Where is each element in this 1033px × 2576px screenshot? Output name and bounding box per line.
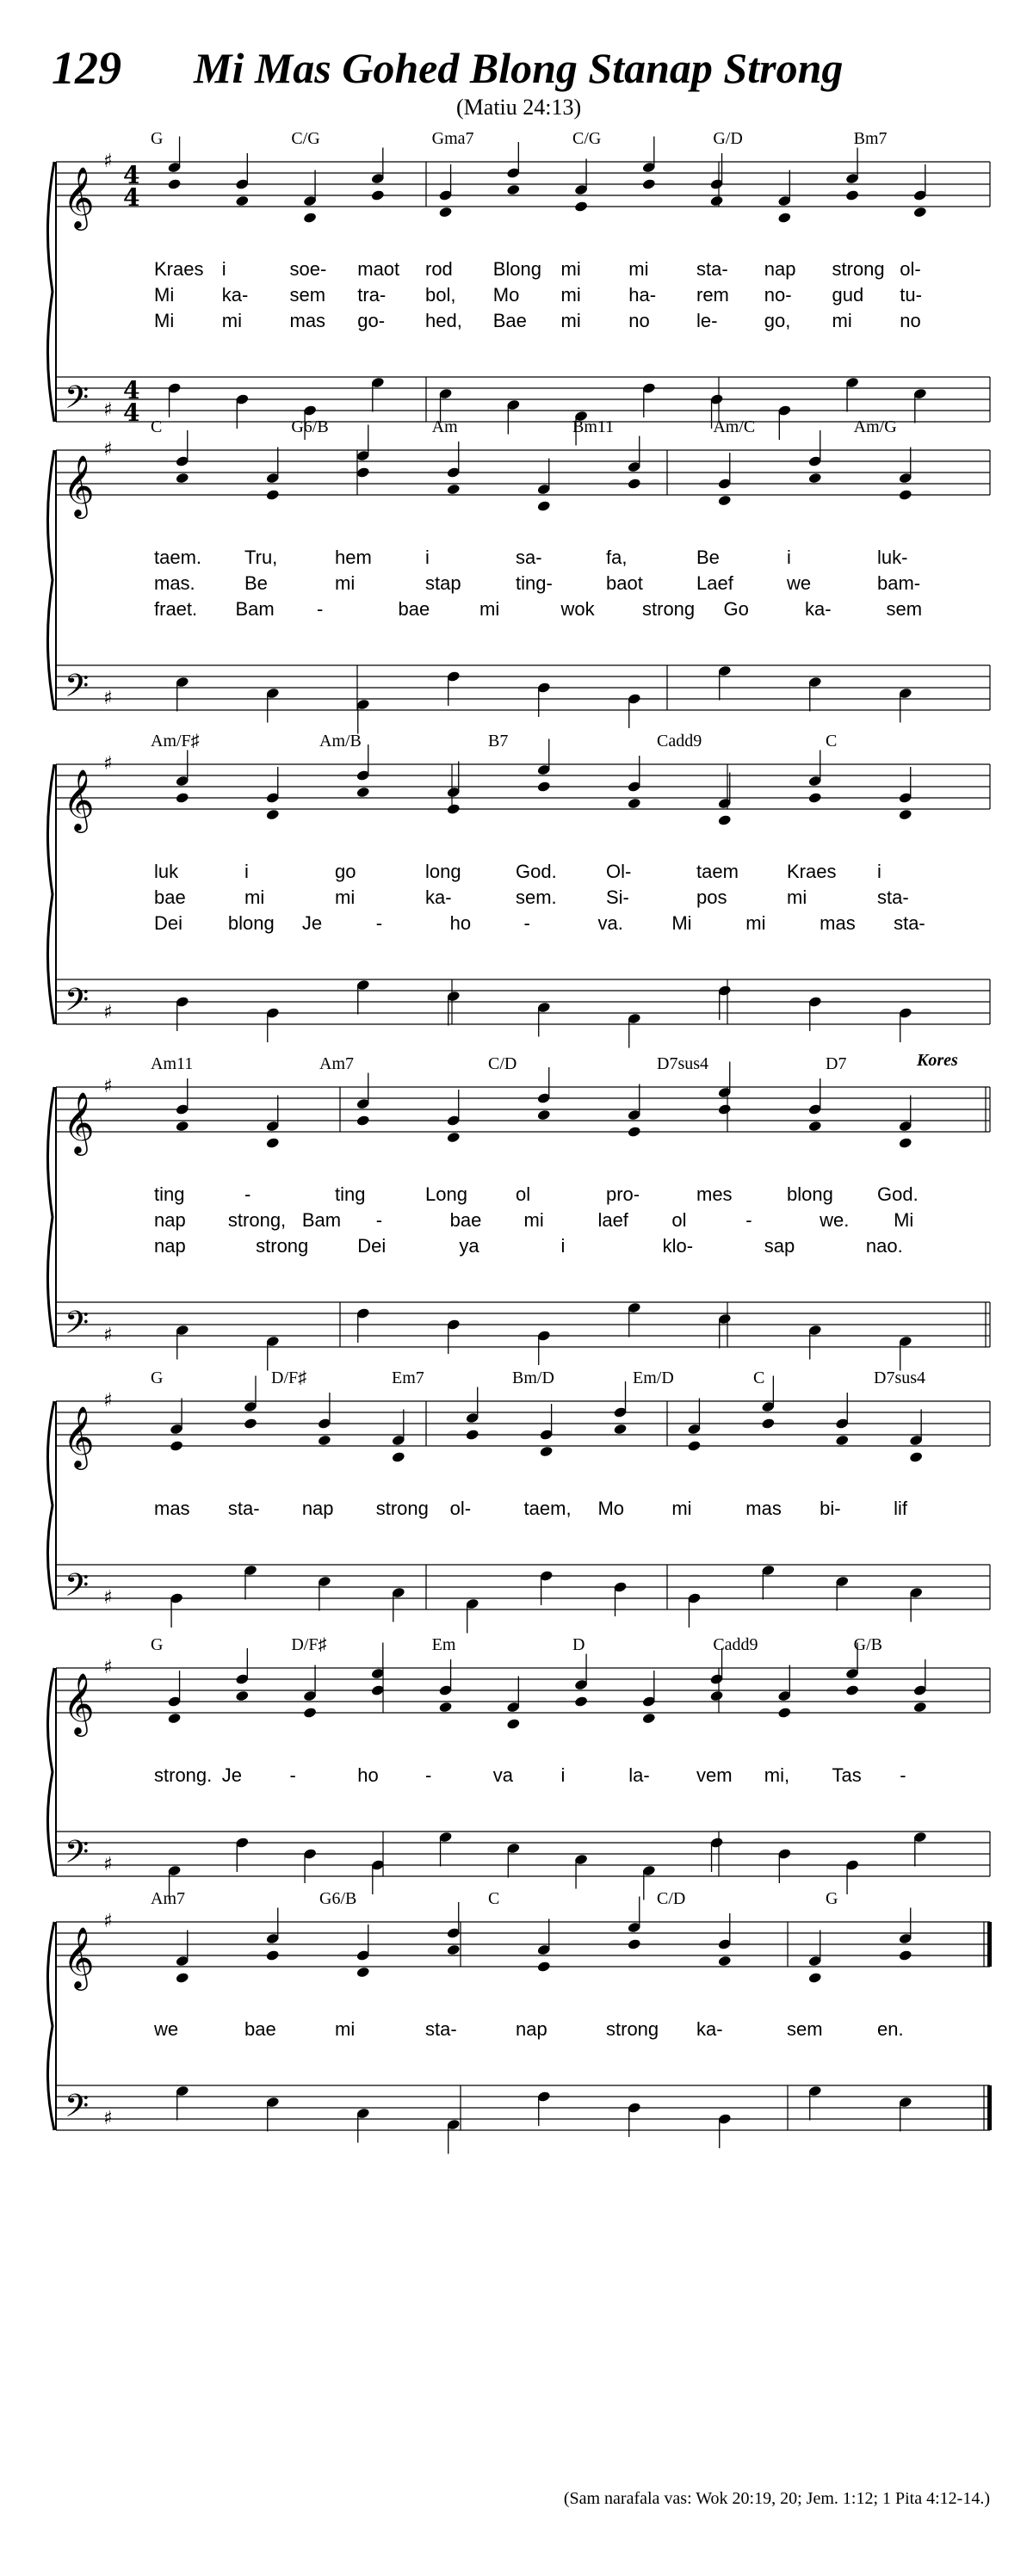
lyric-syllable: i [877, 861, 881, 882]
chord-symbol: Am/G [853, 417, 897, 436]
lyric-syllable: Dei [154, 912, 183, 934]
lyric-syllable: sta- [894, 912, 925, 934]
lyric-syllable: Kraes [787, 861, 837, 882]
lyric-syllable: ka- [805, 598, 832, 620]
lyric-syllable: ting [154, 1183, 185, 1205]
lyric-syllable: Mi [894, 1209, 914, 1231]
chord-symbol: Am/F♯ [151, 732, 200, 751]
lyric-syllable: ha- [628, 284, 657, 306]
lyric-syllable: Tas [832, 1764, 862, 1786]
chord-symbol: G [151, 129, 164, 148]
lyric-syllable: mi [335, 572, 356, 594]
lyric-syllable: la- [628, 1764, 650, 1786]
lyric-syllable: strong [832, 258, 885, 280]
lyric-syllable: Laef [696, 572, 733, 594]
chord-symbol: Bm11 [572, 417, 615, 436]
lyric-syllable: we [154, 2018, 179, 2040]
lyric-syllable: - [375, 1209, 383, 1231]
footer-references: (Sam narafala vas: Wok 20:19, 20; Jem. 1:12; 1 Pita 4:12-14.) [563, 2489, 990, 2508]
lyric-syllable: ol [516, 1183, 531, 1205]
svg-text:𝄢: 𝄢 [65, 2088, 90, 2132]
lyric-syllable: ka- [425, 886, 452, 908]
svg-text:𝄞: 𝄞 [63, 768, 95, 831]
chord-symbol: G [826, 1889, 838, 1908]
lyric-syllable: mas. [154, 572, 195, 594]
lyric-syllable: Long [425, 1183, 467, 1205]
lyric-syllable: strong [375, 1498, 429, 1519]
svg-text:♯: ♯ [103, 439, 113, 460]
lyric-syllable: mi [335, 2018, 356, 2040]
hymn-number: 129 [52, 42, 121, 94]
lyric-syllable: hed, [425, 310, 462, 331]
lyric-syllable: i [787, 547, 791, 568]
lyric-syllable: ol- [900, 258, 921, 280]
lyric-syllable: nap [516, 2018, 547, 2040]
lyric-syllable: Si- [606, 886, 629, 908]
lyric-syllable: Je [301, 912, 323, 934]
chord-symbol: C [151, 417, 163, 436]
lyric-syllable: ol [671, 1209, 687, 1231]
lyric-syllable: i [221, 258, 226, 280]
lyric-syllable: - [523, 912, 530, 934]
lyric-syllable: Mo [492, 284, 520, 306]
lyric-syllable: - [425, 1764, 432, 1786]
lyric-syllable: mi [335, 886, 356, 908]
svg-text:♯: ♯ [103, 1390, 113, 1412]
svg-text:♯: ♯ [103, 1657, 113, 1678]
svg-text:𝄞: 𝄞 [63, 1925, 95, 1988]
lyric-syllable: nap [764, 258, 796, 280]
svg-text:♯: ♯ [103, 1002, 113, 1023]
lyric-syllable: ol- [449, 1498, 472, 1519]
lyric-syllable: ho [357, 1764, 379, 1786]
lyric-syllable: sta- [877, 886, 909, 908]
lyric-syllable: sem [289, 284, 326, 306]
lyric-syllable: nap [154, 1235, 186, 1257]
lyric-syllable: va. [597, 912, 623, 934]
lyric-syllable: mi [787, 886, 807, 908]
lyric-syllable: mas [745, 1498, 782, 1519]
lyric-syllable: Be [244, 572, 268, 594]
chord-symbol: C [488, 1889, 500, 1908]
lyric-syllable: baot [606, 572, 643, 594]
lyric-syllable: strong, [227, 1209, 287, 1231]
chord-symbol: Bm7 [853, 129, 888, 148]
hymn-title: Mi Mas Gohed Blong Stanap Strong [194, 44, 844, 92]
score-system [47, 732, 994, 1050]
chord-symbol: G6/B [319, 1889, 357, 1908]
svg-text:♯: ♯ [103, 1325, 113, 1346]
lyric-syllable: sem [787, 2018, 823, 2040]
svg-text:𝄞: 𝄞 [63, 1671, 95, 1734]
svg-text:𝄞: 𝄞 [63, 1405, 95, 1467]
lyric-syllable: mes [696, 1183, 733, 1205]
chord-symbol: D7 [826, 1054, 847, 1073]
chorus-label: Kores [917, 1051, 958, 1070]
lyric-syllable: nap [301, 1498, 334, 1519]
chord-symbol: G/B [853, 1635, 882, 1654]
lyric-syllable: no- [764, 284, 792, 306]
lyric-syllable: gud [832, 284, 864, 306]
score-system [47, 1635, 994, 1902]
lyric-syllable: long [425, 861, 461, 882]
chord-symbol: G/D [713, 129, 743, 148]
lyric-syllable: bam- [877, 572, 921, 594]
chord-symbol: C/G [291, 129, 320, 148]
lyric-syllable: blong [227, 912, 275, 934]
svg-text:4: 4 [123, 183, 140, 212]
lyric-syllable: i [425, 547, 430, 568]
lyric-syllable: sem. [516, 886, 557, 908]
lyric-syllable: Mi [154, 310, 175, 331]
lyric-syllable: bae [398, 598, 430, 620]
lyric-syllable: Mi [154, 284, 175, 306]
svg-text:♯: ♯ [103, 1587, 113, 1609]
score-system [47, 417, 994, 736]
lyric-syllable: strong [606, 2018, 659, 2040]
chord-symbol: C [753, 1368, 765, 1387]
lyric-syllable: go, [764, 310, 791, 331]
lyric-syllable: mi [244, 886, 265, 908]
chord-symbol: Am/B [319, 732, 362, 751]
lyric-syllable: i [560, 1764, 566, 1786]
staff-system-graphic [47, 1054, 994, 1373]
svg-text:4: 4 [123, 161, 140, 189]
lyric-syllable: maot [357, 258, 400, 280]
lyric-syllable: mi [523, 1209, 544, 1231]
lyric-syllable: bae [154, 886, 186, 908]
chord-symbol: B7 [488, 732, 509, 751]
svg-text:♯: ♯ [103, 1076, 113, 1097]
lyric-syllable: taem. [154, 547, 202, 568]
lyric-syllable: mi [628, 258, 649, 280]
lyric-syllable: ting [335, 1183, 366, 1205]
lyric-syllable: mas [154, 1498, 190, 1519]
lyric-syllable: ka- [221, 284, 249, 306]
chord-symbol: D [572, 1635, 585, 1654]
lyric-syllable: taem, [523, 1498, 572, 1519]
lyric-syllable: laef [597, 1209, 628, 1231]
lyric-syllable: le- [696, 310, 718, 331]
lyric-syllable: Mo [597, 1498, 625, 1519]
chord-symbol: Am [431, 417, 458, 436]
lyric-syllable: we [787, 572, 812, 594]
lyric-syllable: mas [820, 912, 856, 934]
lyric-syllable: sta- [425, 2018, 457, 2040]
lyric-syllable: Bam [301, 1209, 342, 1231]
lyric-syllable: Be [696, 547, 720, 568]
lyric-syllable: mi [479, 598, 500, 620]
lyric-syllable: mas [289, 310, 326, 331]
lyric-syllable: God. [516, 861, 557, 882]
lyric-syllable: Bam [235, 598, 275, 620]
lyric-syllable: luk [154, 861, 179, 882]
chord-symbol: C [826, 732, 838, 751]
chord-symbol: C/D [657, 1889, 686, 1908]
lyric-syllable: soe- [289, 258, 327, 280]
lyric-syllable: mi [671, 1498, 692, 1519]
scripture-reference: (Matiu 24:13) [456, 95, 582, 120]
svg-text:♯: ♯ [103, 1911, 113, 1932]
lyric-syllable: tu- [900, 284, 922, 306]
lyric-syllable: - [244, 1183, 251, 1205]
lyric-syllable: - [900, 1764, 906, 1786]
lyric-syllable: sa- [516, 547, 542, 568]
lyric-syllable: - [375, 912, 383, 934]
lyric-syllable: Ol- [606, 861, 632, 882]
lyric-syllable: mi, [764, 1764, 790, 1786]
lyric-syllable: go- [357, 310, 386, 331]
svg-text:𝄢: 𝄢 [65, 1834, 90, 1878]
lyric-syllable: we. [820, 1209, 850, 1231]
svg-text:𝄢: 𝄢 [65, 1305, 90, 1349]
lyric-syllable: mi [832, 310, 852, 331]
lyric-syllable: mi [560, 258, 581, 280]
lyric-syllable: Je [221, 1764, 242, 1786]
svg-text:𝄢: 𝄢 [65, 982, 90, 1026]
lyric-syllable: hem [335, 547, 372, 568]
chord-symbol: Am7 [151, 1889, 185, 1908]
chord-symbol: G6/B [291, 417, 329, 436]
lyric-syllable: no [628, 310, 650, 331]
lyric-syllable: bae [449, 1209, 482, 1231]
svg-text:♯: ♯ [103, 399, 113, 421]
lyric-syllable: Bae [492, 310, 527, 331]
lyric-syllable: tra- [357, 284, 387, 306]
lyric-syllable: pos [696, 886, 727, 908]
lyric-syllable: - [745, 1209, 752, 1231]
lyric-syllable: ho [449, 912, 472, 934]
lyric-syllable: bae [244, 2018, 276, 2040]
lyric-syllable: mi [560, 310, 581, 331]
chord-symbol: Am11 [151, 1054, 194, 1073]
lyric-syllable: mi [745, 912, 766, 934]
chord-symbol: Am/C [713, 417, 756, 436]
lyric-syllable: pro- [606, 1183, 640, 1205]
lyric-syllable: luk- [877, 547, 908, 568]
lyric-syllable: stap [425, 572, 461, 594]
lyric-syllable: no [900, 310, 921, 331]
lyric-syllable: sta- [227, 1498, 260, 1519]
score-system [47, 1368, 994, 1635]
lyric-syllable: fa, [606, 547, 628, 568]
lyric-syllable: strong [642, 598, 696, 620]
lyric-syllable: ya [459, 1235, 479, 1257]
lyric-syllable: - [317, 598, 324, 620]
lyric-syllable: bol, [425, 284, 456, 306]
svg-text:𝄢: 𝄢 [65, 380, 90, 423]
svg-text:𝄞: 𝄞 [63, 165, 95, 228]
chord-symbol: Em [431, 1635, 456, 1654]
lyric-syllable: strong [256, 1235, 309, 1257]
chord-symbol: C/D [488, 1054, 517, 1073]
lyric-syllable: Dei [357, 1235, 387, 1257]
lyric-syllable: klo- [662, 1235, 694, 1257]
lyric-syllable: nao. [865, 1235, 903, 1257]
svg-text:♯: ♯ [103, 151, 113, 172]
lyric-syllable: mi [560, 284, 581, 306]
chord-symbol: D7sus4 [657, 1054, 709, 1073]
lyric-syllable: sem [886, 598, 923, 620]
score-system [47, 1051, 994, 1373]
svg-text:𝄞: 𝄞 [63, 454, 95, 516]
lyric-syllable: sta- [696, 258, 728, 280]
chord-symbol: D/F♯ [291, 1635, 327, 1654]
lyric-syllable: strong. [154, 1764, 213, 1786]
svg-text:𝄢: 𝄢 [65, 668, 90, 712]
lyric-syllable: vem [696, 1764, 733, 1786]
lyric-syllable: God. [877, 1183, 919, 1205]
lyric-syllable: mi [221, 310, 242, 331]
lyric-syllable: en. [877, 2018, 904, 2040]
lyric-syllable: Blong [492, 258, 542, 280]
lyric-syllable: ka- [696, 2018, 723, 2040]
chord-symbol: Em7 [392, 1368, 424, 1387]
chord-symbol: Cadd9 [657, 732, 702, 751]
lyric-syllable: wok [560, 598, 595, 620]
lyric-syllable: i [244, 861, 249, 882]
lyric-syllable: rem [696, 284, 729, 306]
chord-symbol: Cadd9 [713, 1635, 758, 1654]
lyric-syllable: blong [787, 1183, 833, 1205]
chord-symbol: Am7 [319, 1054, 354, 1073]
svg-text:♯: ♯ [103, 1854, 113, 1875]
svg-text:𝄢: 𝄢 [65, 1567, 90, 1611]
svg-text:4: 4 [123, 398, 140, 427]
lyric-syllable: Kraes [154, 258, 204, 280]
lyric-syllable: bi- [820, 1498, 841, 1519]
lyric-syllable: - [289, 1764, 296, 1786]
lyric-syllable: va [492, 1764, 513, 1786]
chord-symbol: D/F♯ [271, 1368, 307, 1387]
lyric-syllable: nap [154, 1209, 186, 1231]
svg-text:♯: ♯ [103, 688, 113, 709]
chord-symbol: Em/D [633, 1368, 674, 1387]
svg-text:𝄞: 𝄞 [63, 1090, 95, 1153]
svg-text:♯: ♯ [103, 2108, 113, 2129]
lyric-syllable: ting- [516, 572, 553, 594]
svg-text:4: 4 [123, 376, 140, 405]
lyric-syllable: Mi [671, 912, 692, 934]
chord-symbol: D7sus4 [874, 1368, 926, 1387]
chord-symbol: Gma7 [431, 129, 474, 148]
lyric-syllable: lif [894, 1498, 907, 1519]
chord-symbol: G [151, 1635, 164, 1654]
chord-symbol: Bm/D [512, 1368, 554, 1387]
lyric-syllable: rod [425, 258, 453, 280]
lyric-syllable: taem [696, 861, 739, 882]
score-system [47, 129, 994, 448]
lyric-syllable: fraet. [154, 598, 198, 620]
lyric-syllable: Tru, [244, 547, 278, 568]
svg-text:♯: ♯ [103, 753, 113, 775]
lyric-syllable: Go [723, 598, 749, 620]
chord-symbol: G [151, 1368, 164, 1387]
lyric-syllable: go [335, 861, 356, 882]
lyric-syllable: sap [764, 1235, 795, 1257]
lyric-syllable: i [560, 1235, 566, 1257]
chord-symbol: C/G [572, 129, 602, 148]
score-system [47, 1889, 994, 2156]
